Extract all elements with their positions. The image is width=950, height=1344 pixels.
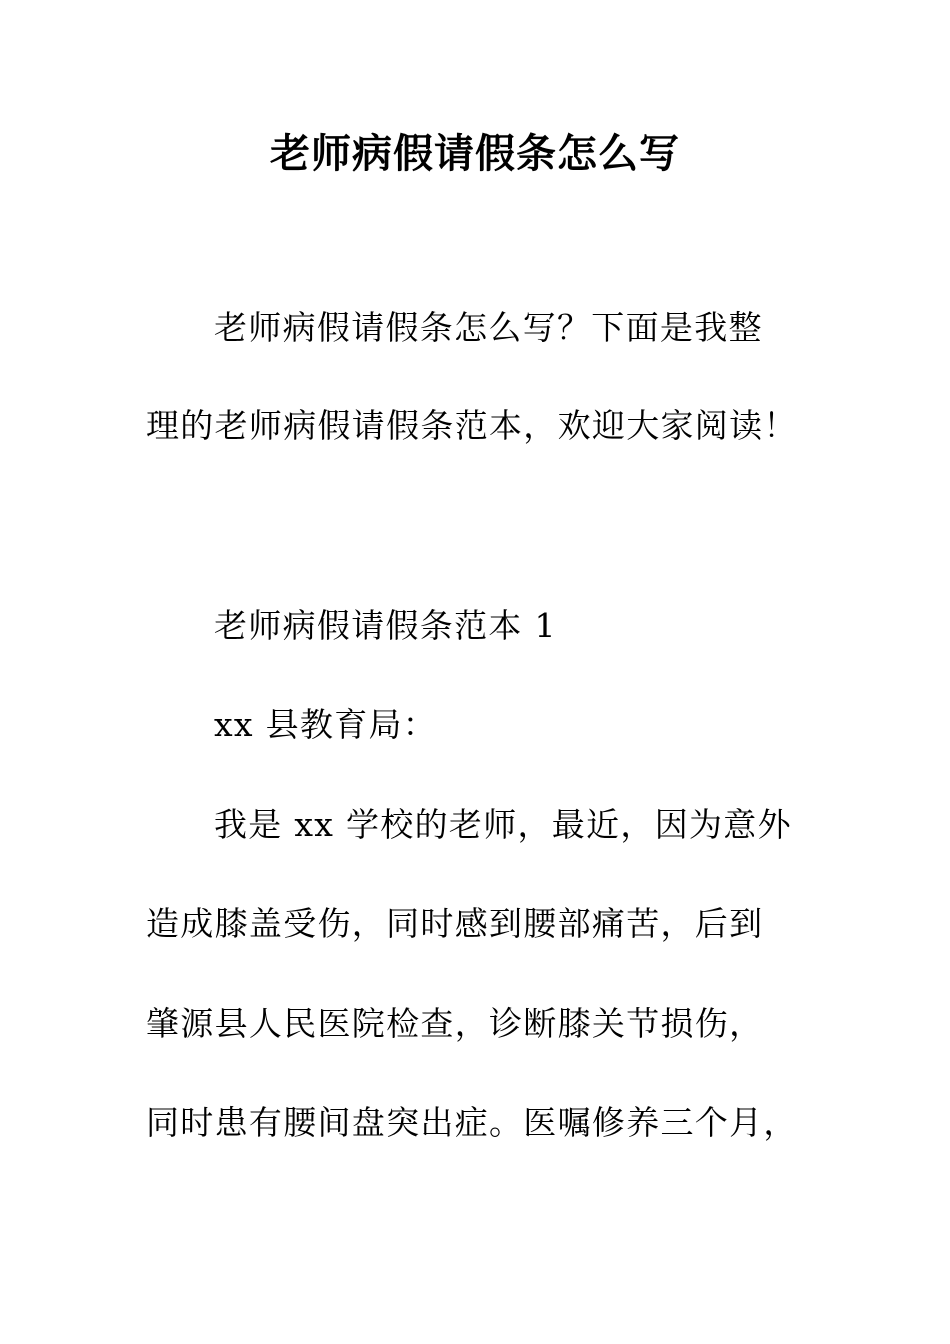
intro-line-2: 理的老师病假请假条范本，欢迎大家阅读！ [146,406,798,445]
document-title: 老师病假请假条怎么写 [270,131,680,177]
sample-heading: 老师病假请假条范本 1 [214,606,557,645]
body-line-2: 造成膝盖受伤，同时感到腰部痛苦，后到 [146,904,764,943]
body-line-3: 肇源县人民医院检查，诊断膝关节损伤， [146,1004,764,1043]
body-line-1: 我是 xx 学校的老师，最近，因为意外 [214,805,792,844]
letter-salutation: xx 县教育局： [214,705,438,744]
body-line-4: 同时患有腰间盘突出症。医嘱修养三个月， [146,1103,798,1142]
intro-line-1: 老师病假请假条怎么写？下面是我整 [214,308,763,347]
